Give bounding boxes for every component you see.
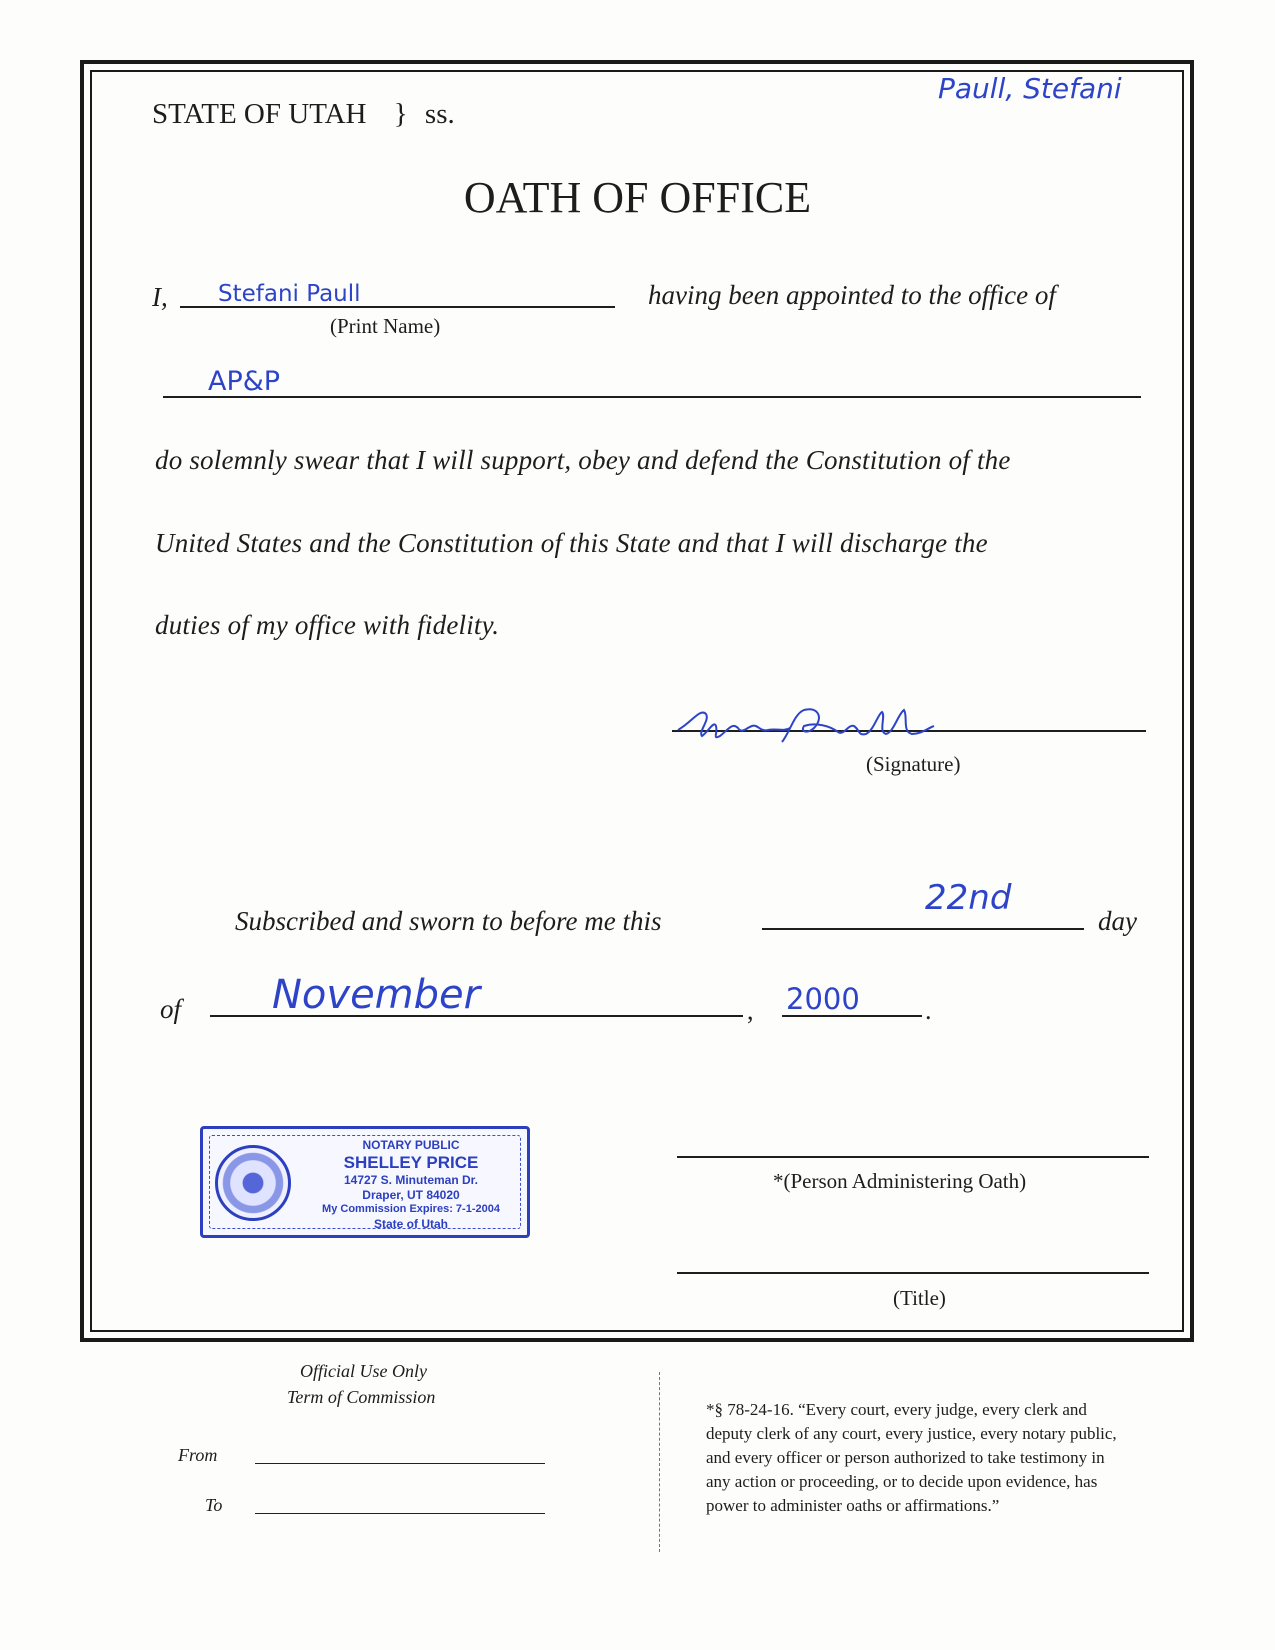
signature-caption: (Signature) xyxy=(866,752,961,776)
year-value: 2000 xyxy=(786,982,860,1016)
oath-text-line-3: duties of my office with fidelity. xyxy=(155,610,500,640)
ss-label: ss. xyxy=(424,98,455,130)
stamp-line-1: NOTARY PUBLIC xyxy=(362,1138,460,1152)
oath-text-line-1: do solemnly swear that I will support, obey and defend the Constitution of the xyxy=(155,445,1011,475)
footnote-line-4: any action or proceeding, or to decide upon evidence, has xyxy=(706,1472,1098,1491)
title-line xyxy=(677,1272,1149,1274)
to-line xyxy=(255,1513,545,1514)
oath-text-line-2: United States and the Constitution of this State and that I will discharge the xyxy=(155,528,988,558)
month-comma: , xyxy=(747,996,754,1025)
column-divider xyxy=(659,1372,660,1552)
footnote-line-5: power to administer oaths or affirmations.” xyxy=(706,1496,1000,1515)
footnote-line-2: deputy clerk of any court, every justice, every notary public, xyxy=(706,1424,1117,1443)
from-line xyxy=(255,1463,545,1464)
state-heading xyxy=(152,98,455,131)
file-note-handwritten: Paull, Stefani xyxy=(938,72,1122,105)
print-name-caption: (Print Name) xyxy=(330,314,441,338)
stamp-line-4: Draper, UT 84020 xyxy=(362,1188,460,1202)
stamp-line-6: State of Utah xyxy=(373,1217,448,1231)
administering-line xyxy=(677,1156,1149,1158)
notary-stamp xyxy=(200,1126,530,1238)
stamp-line-3: 14727 S. Minuteman Dr. xyxy=(343,1173,479,1187)
state-seal-icon xyxy=(215,1145,291,1221)
to-label: To xyxy=(205,1495,223,1515)
from-label: From xyxy=(178,1445,218,1465)
office-value: AP&P xyxy=(208,366,281,397)
print-name-value: Stefani Paull xyxy=(218,281,361,307)
stamp-line-2: SHELLEY PRICE xyxy=(343,1153,479,1172)
page-title: OATH OF OFFICE xyxy=(463,173,812,222)
statute-footnote xyxy=(706,1398,1117,1518)
state-label: STATE OF UTAH xyxy=(152,98,367,130)
footnote-line-3: and every officer or person authorized to take testimony in xyxy=(706,1448,1105,1467)
day-value: 22nd xyxy=(925,878,1012,918)
office-line xyxy=(163,396,1141,398)
year-period: . xyxy=(925,996,932,1025)
day-label: day xyxy=(1098,906,1137,936)
of-label: of xyxy=(160,994,182,1024)
i-label: I, xyxy=(152,282,168,312)
title-caption: (Title) xyxy=(893,1286,946,1310)
month-value: November xyxy=(272,972,481,1018)
term-of-commission-heading: Term of Commission xyxy=(287,1387,436,1407)
stamp-line-5: My Commission Expires: 7-1-2004 xyxy=(322,1203,500,1215)
appointed-text: having been appointed to the office of xyxy=(648,280,1056,310)
venue-bracket: } xyxy=(393,98,408,130)
official-use-heading: Official Use Only xyxy=(300,1361,427,1381)
administering-caption: *(Person Administering Oath) xyxy=(773,1169,1027,1193)
footnote-line-1: *§ 78-24-16. “Every court, every judge, every clerk and xyxy=(706,1400,1087,1419)
day-line xyxy=(762,928,1084,930)
sworn-prefix: Subscribed and sworn to before me this xyxy=(235,906,662,936)
